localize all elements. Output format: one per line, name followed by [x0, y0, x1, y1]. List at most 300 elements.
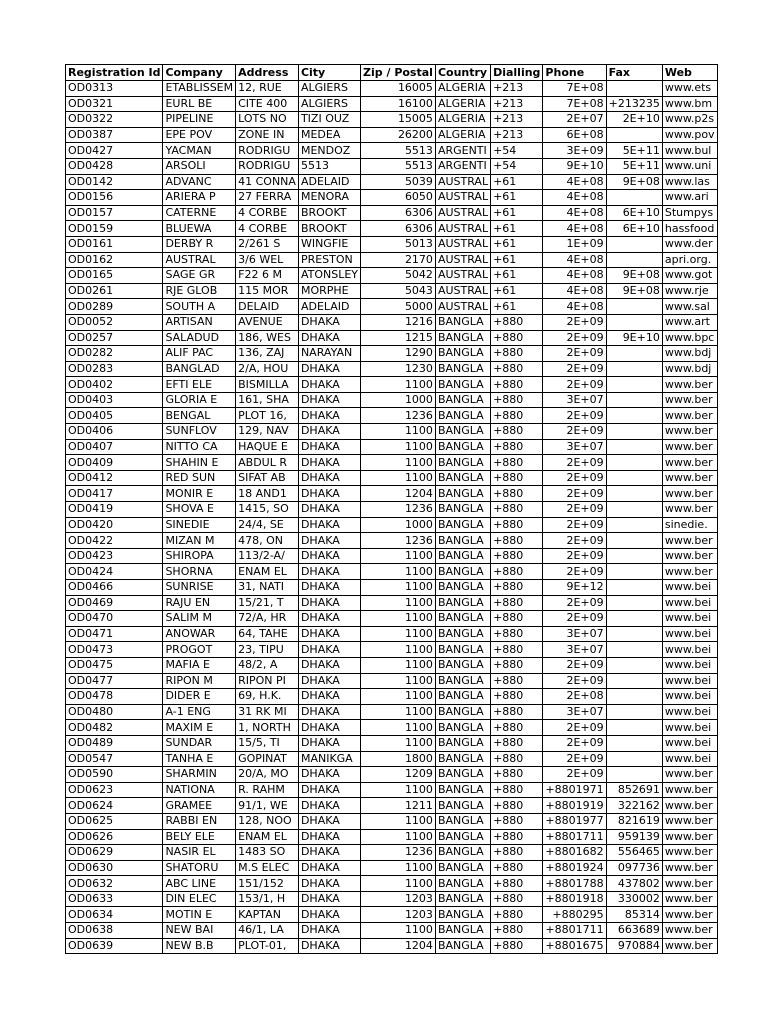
cell-country: BANGLA	[435, 798, 490, 814]
cell-registration-id: OD0478	[66, 689, 163, 705]
table-row	[66, 657, 718, 673]
header-company: Company	[163, 65, 236, 81]
cell-registration-id: OD0405	[66, 408, 163, 424]
cell-fax: 852691	[606, 782, 662, 798]
cell-zip: 1100	[361, 813, 436, 829]
cell-country: BANGLA	[435, 580, 490, 596]
cell-fax	[606, 81, 662, 97]
cell-address: M.S ELEC	[236, 860, 299, 876]
cell-phone: 2E+09	[543, 611, 606, 627]
cell-company: SHIROPA	[163, 548, 236, 564]
cell-country: BANGLA	[435, 595, 490, 611]
header-fax: Fax	[606, 65, 662, 81]
cell-country: BANGLA	[435, 720, 490, 736]
cell-address: HAQUE E	[236, 439, 299, 455]
cell-country: AUSTRAL	[435, 174, 490, 190]
cell-phone: +880295	[543, 907, 606, 923]
cell-zip: 1100	[361, 735, 436, 751]
cell-registration-id: OD0422	[66, 533, 163, 549]
cell-city: DHAKA	[298, 611, 360, 627]
cell-phone: 6E+08	[543, 127, 606, 143]
cell-registration-id: OD0547	[66, 751, 163, 767]
cell-fax: 9E+08	[606, 174, 662, 190]
table-row	[66, 548, 718, 564]
cell-company: SUNRISE	[163, 580, 236, 596]
cell-address: PLOT-01,	[236, 938, 299, 954]
header-dialling: Dialling	[491, 65, 543, 81]
cell-dialling: +61	[491, 252, 543, 268]
cell-phone: 3E+07	[543, 439, 606, 455]
cell-address: 23, TIPU	[236, 642, 299, 658]
cell-city: WINGFIE	[298, 236, 360, 252]
cell-zip: 1100	[361, 626, 436, 642]
cell-web: www.ber	[662, 533, 717, 549]
cell-zip: 15005	[361, 112, 436, 128]
cell-country: BANGLA	[435, 564, 490, 580]
cell-phone: 4E+08	[543, 174, 606, 190]
cell-fax	[606, 190, 662, 206]
table-row	[66, 190, 718, 206]
cell-country: BANGLA	[435, 907, 490, 923]
cell-address: 113/2-A/	[236, 548, 299, 564]
cell-registration-id: OD0634	[66, 907, 163, 923]
cell-city: 5513	[298, 158, 360, 174]
cell-address: ZONE IN	[236, 127, 299, 143]
table-row	[66, 330, 718, 346]
table-row	[66, 798, 718, 814]
cell-registration-id: OD0387	[66, 127, 163, 143]
cell-address: 20/A, MO	[236, 767, 299, 783]
cell-address: ENAM EL	[236, 829, 299, 845]
cell-registration-id: OD0261	[66, 283, 163, 299]
cell-zip: 6306	[361, 205, 436, 221]
cell-country: BANGLA	[435, 314, 490, 330]
cell-address: 31 RK MI	[236, 704, 299, 720]
cell-phone: 2E+09	[543, 346, 606, 362]
cell-company: DIN ELEC	[163, 891, 236, 907]
cell-web: www.bei	[662, 611, 717, 627]
cell-web: www.ber	[662, 829, 717, 845]
cell-city: PRESTON	[298, 252, 360, 268]
cell-city: MEDEA	[298, 127, 360, 143]
cell-country: ARGENTI	[435, 143, 490, 159]
cell-address: GOPINAT	[236, 751, 299, 767]
cell-fax: 9E+10	[606, 330, 662, 346]
cell-company: SAGE GR	[163, 268, 236, 284]
cell-city: ADELAID	[298, 299, 360, 315]
cell-phone: 4E+08	[543, 283, 606, 299]
cell-phone: +8801682	[543, 845, 606, 861]
cell-registration-id: OD0624	[66, 798, 163, 814]
cell-zip: 6306	[361, 221, 436, 237]
cell-web: www.bpc	[662, 330, 717, 346]
cell-city: DHAKA	[298, 361, 360, 377]
cell-registration-id: OD0630	[66, 860, 163, 876]
cell-address: 2/261 S	[236, 236, 299, 252]
cell-registration-id: OD0623	[66, 782, 163, 798]
cell-address: 3/6 WEL	[236, 252, 299, 268]
cell-web: www.ber	[662, 564, 717, 580]
cell-city: MANIKGA	[298, 751, 360, 767]
cell-company: MAFIA E	[163, 657, 236, 673]
cell-dialling: +880	[491, 361, 543, 377]
cell-fax	[606, 470, 662, 486]
cell-company: BENGAL	[163, 408, 236, 424]
cell-dialling: +880	[491, 455, 543, 471]
cell-fax: 6E+10	[606, 205, 662, 221]
cell-phone: 2E+09	[543, 314, 606, 330]
cell-zip: 1203	[361, 907, 436, 923]
cell-registration-id: OD0407	[66, 439, 163, 455]
cell-phone: 2E+09	[543, 767, 606, 783]
cell-address: BISMILLA	[236, 377, 299, 393]
cell-city: DHAKA	[298, 470, 360, 486]
cell-web: www.bei	[662, 595, 717, 611]
cell-company: SOUTH A	[163, 299, 236, 315]
cell-zip: 1204	[361, 938, 436, 954]
table-row	[66, 704, 718, 720]
cell-registration-id: OD0473	[66, 642, 163, 658]
cell-city: DHAKA	[298, 564, 360, 580]
cell-zip: 1100	[361, 564, 436, 580]
cell-company: A-1 ENG	[163, 704, 236, 720]
cell-dialling: +61	[491, 236, 543, 252]
table-row	[66, 829, 718, 845]
cell-company: SUNDAR	[163, 735, 236, 751]
cell-web: www.ber	[662, 470, 717, 486]
cell-phone: 2E+09	[543, 330, 606, 346]
cell-web: www.bei	[662, 689, 717, 705]
table-row	[66, 580, 718, 596]
cell-country: BANGLA	[435, 611, 490, 627]
header-web: Web	[662, 65, 717, 81]
cell-fax: 821619	[606, 813, 662, 829]
cell-company: CATERNE	[163, 205, 236, 221]
cell-phone: +8801971	[543, 782, 606, 798]
cell-country: AUSTRAL	[435, 252, 490, 268]
cell-registration-id: OD0322	[66, 112, 163, 128]
table-row	[66, 127, 718, 143]
cell-country: BANGLA	[435, 346, 490, 362]
cell-registration-id: OD0480	[66, 704, 163, 720]
table-row	[66, 673, 718, 689]
cell-country: BANGLA	[435, 689, 490, 705]
cell-dialling: +880	[491, 845, 543, 861]
cell-zip: 5043	[361, 283, 436, 299]
cell-zip: 1100	[361, 580, 436, 596]
cell-phone: 2E+09	[543, 548, 606, 564]
cell-country: AUSTRAL	[435, 205, 490, 221]
cell-city: MENORA	[298, 190, 360, 206]
cell-address: 12, RUE	[236, 81, 299, 97]
cell-registration-id: OD0629	[66, 845, 163, 861]
cell-company: EFTI ELE	[163, 377, 236, 393]
cell-city: DHAKA	[298, 486, 360, 502]
cell-fax	[606, 314, 662, 330]
cell-dialling: +880	[491, 813, 543, 829]
cell-address: R. RAHM	[236, 782, 299, 798]
cell-phone: +8801788	[543, 876, 606, 892]
cell-fax	[606, 517, 662, 533]
cell-registration-id: OD0625	[66, 813, 163, 829]
table-row	[66, 408, 718, 424]
cell-zip: 5013	[361, 236, 436, 252]
table-row	[66, 268, 718, 284]
cell-registration-id: OD0482	[66, 720, 163, 736]
cell-dialling: +880	[491, 330, 543, 346]
cell-phone: 9E+12	[543, 580, 606, 596]
cell-city: DHAKA	[298, 767, 360, 783]
cell-address: 129, NAV	[236, 424, 299, 440]
cell-address: 186, WES	[236, 330, 299, 346]
cell-zip: 1290	[361, 346, 436, 362]
cell-company: SHORNA	[163, 564, 236, 580]
cell-company: SHARMIN	[163, 767, 236, 783]
cell-phone: 2E+09	[543, 735, 606, 751]
cell-dialling: +880	[491, 517, 543, 533]
cell-country: BANGLA	[435, 377, 490, 393]
table-row	[66, 923, 718, 939]
cell-fax	[606, 657, 662, 673]
cell-zip: 1100	[361, 611, 436, 627]
cell-dialling: +880	[491, 377, 543, 393]
cell-web: www.bei	[662, 580, 717, 596]
cell-dialling: +880	[491, 502, 543, 518]
cell-registration-id: OD0419	[66, 502, 163, 518]
cell-country: ALGERIA	[435, 96, 490, 112]
table-row	[66, 346, 718, 362]
cell-country: AUSTRAL	[435, 283, 490, 299]
cell-fax	[606, 767, 662, 783]
cell-country: BANGLA	[435, 642, 490, 658]
cell-address: PLOT 16,	[236, 408, 299, 424]
cell-dialling: +880	[491, 611, 543, 627]
cell-city: DHAKA	[298, 377, 360, 393]
cell-fax: 85314	[606, 907, 662, 923]
cell-company: MAXIM E	[163, 720, 236, 736]
cell-fax	[606, 720, 662, 736]
cell-city: DHAKA	[298, 813, 360, 829]
cell-registration-id: OD0428	[66, 158, 163, 174]
cell-web: www.bei	[662, 626, 717, 642]
cell-zip: 1100	[361, 424, 436, 440]
cell-phone: 2E+09	[543, 470, 606, 486]
cell-web: www.bei	[662, 720, 717, 736]
cell-city: DHAKA	[298, 580, 360, 596]
cell-web: www.bul	[662, 143, 717, 159]
cell-zip: 6050	[361, 190, 436, 206]
cell-company: NITTO CA	[163, 439, 236, 455]
cell-phone: 3E+09	[543, 143, 606, 159]
cell-dialling: +213	[491, 96, 543, 112]
cell-address: 18 AND1	[236, 486, 299, 502]
cell-registration-id: OD0638	[66, 923, 163, 939]
cell-address: 72/A, HR	[236, 611, 299, 627]
cell-fax: 9E+08	[606, 268, 662, 284]
cell-zip: 1211	[361, 798, 436, 814]
cell-zip: 1215	[361, 330, 436, 346]
cell-dialling: +880	[491, 720, 543, 736]
cell-web: Stumpys	[662, 205, 717, 221]
cell-city: DHAKA	[298, 891, 360, 907]
cell-country: BANGLA	[435, 845, 490, 861]
cell-web: www.ber	[662, 548, 717, 564]
cell-phone: 2E+09	[543, 673, 606, 689]
cell-city: DHAKA	[298, 533, 360, 549]
cell-registration-id: OD0282	[66, 346, 163, 362]
cell-fax: 663689	[606, 923, 662, 939]
cell-city: TIZI OUZ	[298, 112, 360, 128]
cell-dialling: +880	[491, 673, 543, 689]
cell-web: www.ber	[662, 502, 717, 518]
cell-country: AUSTRAL	[435, 236, 490, 252]
cell-web: www.ber	[662, 377, 717, 393]
cell-dialling: +880	[491, 314, 543, 330]
cell-city: DHAKA	[298, 517, 360, 533]
cell-city: DHAKA	[298, 860, 360, 876]
cell-zip: 1209	[361, 767, 436, 783]
cell-registration-id: OD0424	[66, 564, 163, 580]
cell-city: DHAKA	[298, 782, 360, 798]
cell-country: BANGLA	[435, 486, 490, 502]
cell-zip: 1100	[361, 548, 436, 564]
table-row	[66, 221, 718, 237]
table-row	[66, 392, 718, 408]
cell-zip: 1100	[361, 829, 436, 845]
cell-zip: 1100	[361, 876, 436, 892]
cell-company: ARTISAN	[163, 314, 236, 330]
cell-company: SALADUD	[163, 330, 236, 346]
cell-company: SUNFLOV	[163, 424, 236, 440]
cell-registration-id: OD0409	[66, 455, 163, 471]
cell-phone: 2E+09	[543, 455, 606, 471]
cell-country: BANGLA	[435, 626, 490, 642]
cell-address: 136, ZAJ	[236, 346, 299, 362]
cell-web: www.p2s	[662, 112, 717, 128]
cell-country: BANGLA	[435, 829, 490, 845]
cell-phone: +8801711	[543, 829, 606, 845]
cell-city: DHAKA	[298, 673, 360, 689]
cell-country: BANGLA	[435, 673, 490, 689]
cell-company: ANOWAR	[163, 626, 236, 642]
cell-registration-id: OD0161	[66, 236, 163, 252]
cell-fax	[606, 236, 662, 252]
cell-phone: 3E+07	[543, 626, 606, 642]
cell-address: RIPON PI	[236, 673, 299, 689]
cell-address: ABDUL R	[236, 455, 299, 471]
cell-phone: 2E+09	[543, 595, 606, 611]
header-zip: Zip / Postal	[361, 65, 436, 81]
cell-zip: 1236	[361, 533, 436, 549]
cell-address: 41 CONNA	[236, 174, 299, 190]
cell-fax: 959139	[606, 829, 662, 845]
cell-fax: 322162	[606, 798, 662, 814]
table-row	[66, 845, 718, 861]
cell-address: LOTS NO	[236, 112, 299, 128]
cell-address: 48/2, A	[236, 657, 299, 673]
cell-registration-id: OD0283	[66, 361, 163, 377]
cell-web: www.ber	[662, 923, 717, 939]
cell-registration-id: OD0402	[66, 377, 163, 393]
cell-phone: 2E+09	[543, 361, 606, 377]
cell-dialling: +61	[491, 283, 543, 299]
cell-company: ADVANC	[163, 174, 236, 190]
cell-web: www.ber	[662, 486, 717, 502]
cell-fax	[606, 564, 662, 580]
cell-company: PROGOT	[163, 642, 236, 658]
cell-zip: 1100	[361, 860, 436, 876]
cell-address: 31, NATI	[236, 580, 299, 596]
table-row	[66, 720, 718, 736]
table-row	[66, 891, 718, 907]
cell-city: DHAKA	[298, 876, 360, 892]
table-row	[66, 81, 718, 97]
table-row	[66, 938, 718, 954]
cell-country: BANGLA	[435, 657, 490, 673]
cell-dialling: +880	[491, 907, 543, 923]
cell-web: www.pov	[662, 127, 717, 143]
cell-city: DHAKA	[298, 408, 360, 424]
table-row	[66, 470, 718, 486]
cell-web: www.bdj	[662, 346, 717, 362]
cell-zip: 1100	[361, 673, 436, 689]
cell-phone: 3E+07	[543, 704, 606, 720]
cell-dialling: +880	[491, 938, 543, 954]
cell-company: BLUEWA	[163, 221, 236, 237]
cell-dialling: +61	[491, 174, 543, 190]
cell-phone: 2E+09	[543, 424, 606, 440]
cell-country: BANGLA	[435, 891, 490, 907]
cell-dialling: +880	[491, 923, 543, 939]
cell-fax	[606, 626, 662, 642]
cell-zip: 1216	[361, 314, 436, 330]
cell-fax	[606, 424, 662, 440]
cell-dialling: +880	[491, 657, 543, 673]
cell-city: BROOKT	[298, 221, 360, 237]
table-row	[66, 517, 718, 533]
table-row	[66, 174, 718, 190]
cell-city: ALGIERS	[298, 96, 360, 112]
cell-fax	[606, 595, 662, 611]
table-row	[66, 158, 718, 174]
cell-company: GRAMEE	[163, 798, 236, 814]
cell-company: RIPON M	[163, 673, 236, 689]
cell-address: 1483 SO	[236, 845, 299, 861]
cell-dialling: +880	[491, 486, 543, 502]
cell-phone: +8801711	[543, 923, 606, 939]
cell-web: www.ber	[662, 860, 717, 876]
cell-dialling: +880	[491, 751, 543, 767]
cell-web: www.rje	[662, 283, 717, 299]
cell-phone: 2E+09	[543, 720, 606, 736]
cell-web: www.bei	[662, 642, 717, 658]
cell-dialling: +54	[491, 158, 543, 174]
cell-city: DHAKA	[298, 439, 360, 455]
cell-fax	[606, 346, 662, 362]
table-row	[66, 751, 718, 767]
table-row	[66, 205, 718, 221]
cell-dialling: +880	[491, 580, 543, 596]
cell-dialling: +880	[491, 564, 543, 580]
cell-registration-id: OD0052	[66, 314, 163, 330]
cell-address: RODRIGU	[236, 143, 299, 159]
cell-fax	[606, 548, 662, 564]
cell-fax	[606, 486, 662, 502]
cell-dialling: +880	[491, 533, 543, 549]
cell-city: DHAKA	[298, 735, 360, 751]
cell-zip: 1100	[361, 782, 436, 798]
cell-dialling: +880	[491, 626, 543, 642]
